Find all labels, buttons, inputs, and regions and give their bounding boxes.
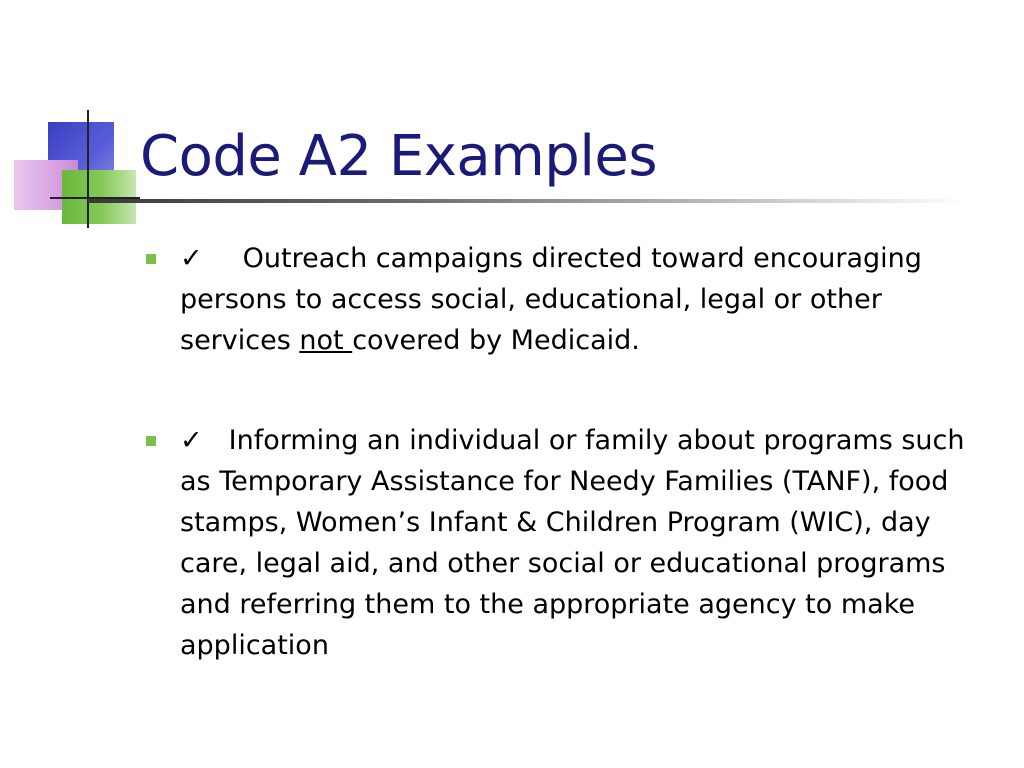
bullet-text-underlined: not <box>299 325 353 356</box>
bullet-item-outreach <box>180 238 1000 361</box>
checkmark-icon: ✓ <box>180 425 203 456</box>
decorative-vertical-line <box>87 110 89 228</box>
square-bullet-icon <box>146 254 156 264</box>
bullet-text-before: Outreach campaigns directed toward encouraging persons to access social, educational, legal or other services <box>180 243 922 356</box>
bullet-text: Informing an individual or family about programs such as Temporary Assistance for Needy Families (TANF), food stamps, Women’s Infant & Children Program (WIC), day care, legal aid, and other social or educational programs and referring them to the appropriate agency to make application <box>180 425 965 661</box>
title-underline-rule <box>88 199 968 203</box>
slide-title: Code A2 Examples <box>140 124 658 189</box>
bullet-text-after: covered by Medicaid. <box>352 325 640 356</box>
square-bullet-icon <box>146 436 156 446</box>
checkmark-icon: ✓ <box>180 243 203 274</box>
bullet-item-informing <box>180 420 1000 666</box>
